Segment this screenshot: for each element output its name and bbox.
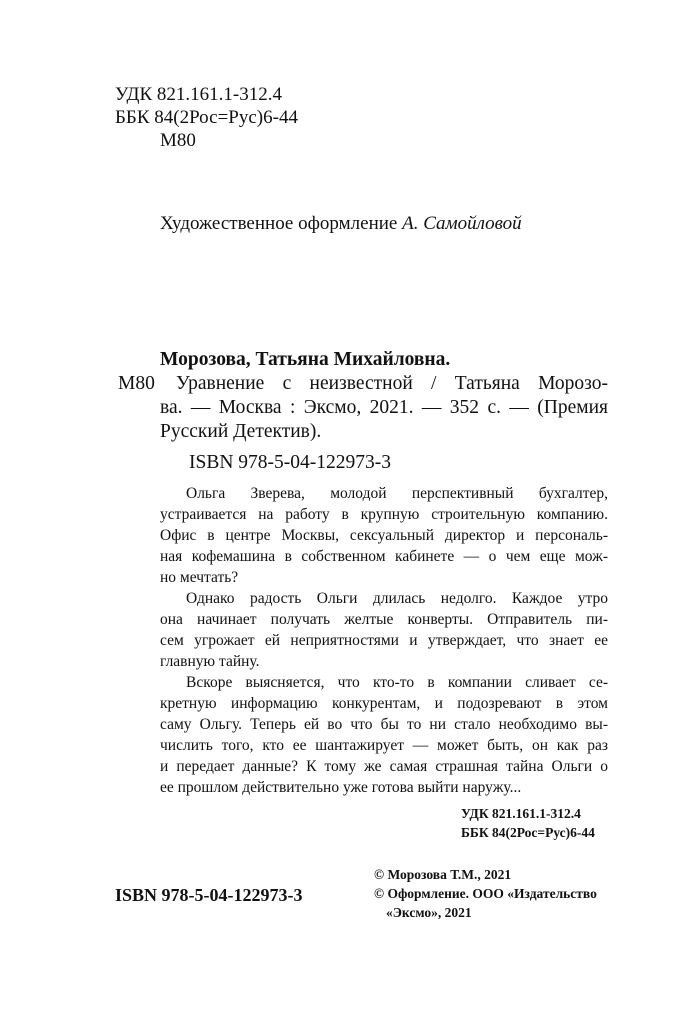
footer-isbn: ISBN 978-5-04-122973-3 (115, 885, 303, 905)
copyright-author: © Морозова Т.М., 2021 (374, 867, 512, 882)
annotation-line: и передает данные? К тому же самая страшная тайна Ольги о (160, 758, 608, 775)
catalog-title-line-1: Уравнение с неизвестной / Татьяна Морозо- (176, 373, 608, 394)
catalog-isbn: ISBN 978-5-04-122973-3 (189, 452, 392, 473)
catalog-title-line-3: Русский Детектив). (160, 421, 322, 442)
design-credit (160, 212, 522, 236)
annotation-line: Вскоре выясняется, что кто-то в компании сливает се- (186, 674, 608, 691)
annotation-line: она начинает получать желтые конверты. Отправитель пи- (160, 611, 608, 628)
catalog-title-line-2: ва. — Москва : Эксмо, 2021. — 352 с. — (Премия (160, 397, 608, 418)
footer-bbk: ББК 84(2Рос=Рус)6-44 (461, 825, 595, 840)
author-mark: М80 (160, 130, 196, 151)
annotation-line: Ольга Зверева, молодой перспективный бухгалтер, (186, 485, 608, 502)
annotation-line: устраивается на работу в крупную строительную компанию. (160, 506, 608, 523)
annotation-line: Однако радость Ольги длилась недолго. Каждое утро (186, 590, 608, 607)
footer-udk: УДК 821.161.1-312.4 (461, 806, 581, 821)
copyright-design-line-1: © Оформление. ООО «Издательство (374, 886, 597, 901)
catalog-author-heading: Морозова, Татьяна Михайловна. (160, 349, 451, 370)
annotation-line: сем угрожает ей неприятностями и утверждает, что знает ее (160, 632, 608, 649)
udk-code: УДК 821.161.1-312.4 (115, 84, 282, 105)
annotation-line: ная кофемашина в собственном кабинете — о чем еще мож- (160, 548, 608, 565)
bbk-code: ББК 84(2Рос=Рус)6-44 (115, 107, 298, 128)
catalog-author-mark: М80 (118, 373, 155, 394)
annotation-line: Офис в центре Москвы, сексуальный директор и персональ- (160, 527, 608, 544)
annotation-line: главную тайну. (160, 653, 260, 670)
copyright-design-line-2: «Эксмо», 2021 (386, 905, 472, 920)
design-credit-label: Художественное оформление (160, 213, 403, 234)
annotation-line: ее прошлом действительно уже готова выйти наружу... (160, 779, 522, 796)
annotation-line: саму Ольгу. Теперь ей во что бы то ни стало необходимо вы- (160, 716, 608, 733)
annotation-line: числить того, кто ее шантажирует — может быть, он как раз (160, 737, 608, 754)
annotation-line: кретную информацию конкурентам, и подозревают в этом (160, 695, 608, 712)
annotation-line: но мечтать? (160, 569, 239, 586)
designer-name: А. Самойловой (402, 213, 522, 234)
